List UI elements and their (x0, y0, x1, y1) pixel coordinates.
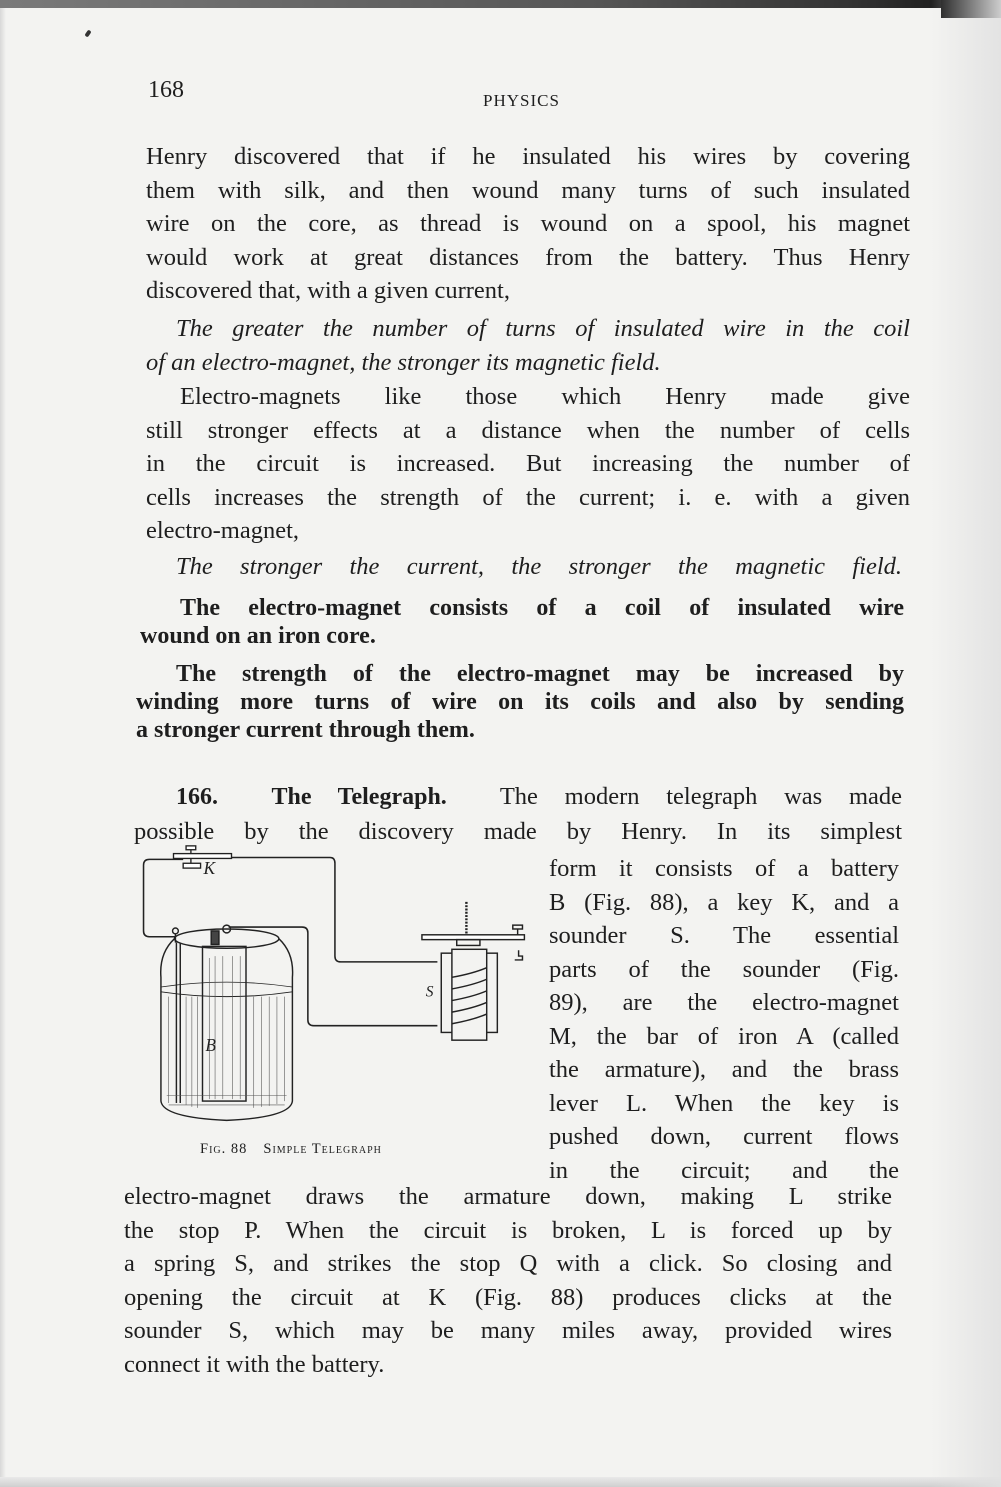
scan-bottom-edge (0, 1477, 1001, 1487)
law-turns-of-wire (146, 312, 910, 379)
label-key: K (203, 857, 216, 878)
text-line: parts of the sounder (Fig. (549, 955, 899, 983)
text-line: in the circuit; and the (549, 1156, 899, 1184)
text-line: The electro-magnet consists of a coil of insulated wire (180, 595, 904, 621)
text-line: still stronger effects at a distance when the number of cells (146, 416, 910, 444)
text-line: connect it with the battery. (124, 1350, 385, 1378)
text-line: The stronger the current, the stronger the magnetic field. (176, 553, 902, 580)
label-sounder: S (425, 983, 434, 1001)
battery-jar (161, 925, 293, 1120)
paragraph-sounder-operation (124, 1180, 892, 1381)
text-line: 89), are the electro-magnet (549, 989, 899, 1016)
paragraph-more-cells (146, 380, 910, 548)
text-line: pushed down, current flows (549, 1123, 899, 1150)
text-line: opening the circuit at K (Fig. 88) produces clicks at the (124, 1283, 892, 1311)
paragraph-henry-discovery (146, 140, 910, 308)
text-line: sounder S, which may be many miles away, provided wires (124, 1317, 892, 1344)
text-line: a stronger current through them. (136, 717, 475, 743)
ink-speck (84, 29, 91, 37)
battery-hatching (167, 956, 287, 1108)
text-line: M, the bar of iron A (called (549, 1022, 899, 1050)
scan-corner-shadow (941, 0, 1001, 18)
text-line: of an electro-magnet, the stronger its magnetic field. (146, 348, 661, 376)
text-line: the armature), and the brass (549, 1056, 899, 1083)
running-head: PHYSICS (483, 91, 560, 110)
text-line: the stop P. When the circuit is broken, L is forced up by (124, 1216, 892, 1244)
page-gutter-shadow (931, 0, 1001, 1487)
law-stronger-current (176, 550, 902, 584)
text-line: Henry discovered that if he insulated his wires by covering (146, 143, 910, 170)
text-line: lever L. When the key is (549, 1089, 899, 1117)
section-title: The Telegraph. (271, 784, 447, 810)
figure-caption (200, 1140, 530, 1158)
page-number: 168 (148, 77, 184, 103)
paragraph-telegraph-parts (549, 852, 899, 1187)
scan-top-edge (0, 0, 1001, 8)
text-line: The strength of the electro-magnet may be increased by (176, 661, 904, 687)
text-line: electro-magnet draws the armature down, making L strike (124, 1183, 892, 1210)
section-166-intro (134, 780, 902, 848)
summary-strength (136, 660, 904, 744)
text-line: The greater the number of turns of insulated wire in the coil (176, 315, 910, 342)
text-line: electro-magnet, (146, 517, 300, 544)
text-line: Electro-magnets like those which Henry made give (180, 383, 910, 410)
text-line: in the circuit is increased. But increasing the number of (146, 450, 910, 477)
section-text: The modern telegraph was made (499, 783, 902, 810)
figure-number: Fig. 88 (200, 1141, 248, 1157)
text-line: a spring S, and strikes the stop Q with a click. So closing and (124, 1250, 892, 1277)
text-line: cells increases the strength of the current; i. e. with a given (146, 483, 910, 511)
text-line: winding more turns of wire on its coils and also by sending (136, 689, 904, 715)
text-line: wound on an iron core. (140, 623, 376, 649)
figure-simple-telegraph (128, 842, 538, 1132)
summary-electro-magnet (140, 594, 904, 650)
text-line: them with silk, and then wound many turns of such insulated (146, 176, 910, 204)
telegraph-key (174, 846, 232, 868)
text-line: would work at great distances from the battery. Thus Henry (146, 243, 910, 271)
text-line: sounder S. The essential (549, 922, 899, 949)
label-battery: B (205, 1034, 217, 1055)
text-line: discovered that, with a given current, (146, 277, 510, 304)
wire-battery-to-key (144, 859, 184, 936)
text-line: form it consists of a battery (549, 855, 899, 882)
section-heading-line (134, 780, 902, 815)
sounder (422, 902, 524, 1040)
telegraph-diagram (128, 842, 538, 1132)
section-number: 166. (176, 784, 218, 810)
text-line: B (Fig. 88), a key K, and a (549, 888, 899, 916)
scan-left-edge (0, 8, 6, 1487)
figure-title: Simple Telegraph (263, 1141, 382, 1157)
text-line: wire on the core, as thread is wound on a spool, his magnet (146, 210, 910, 237)
text-line: possible by the discovery made by Henry. In its simplest (134, 817, 902, 845)
